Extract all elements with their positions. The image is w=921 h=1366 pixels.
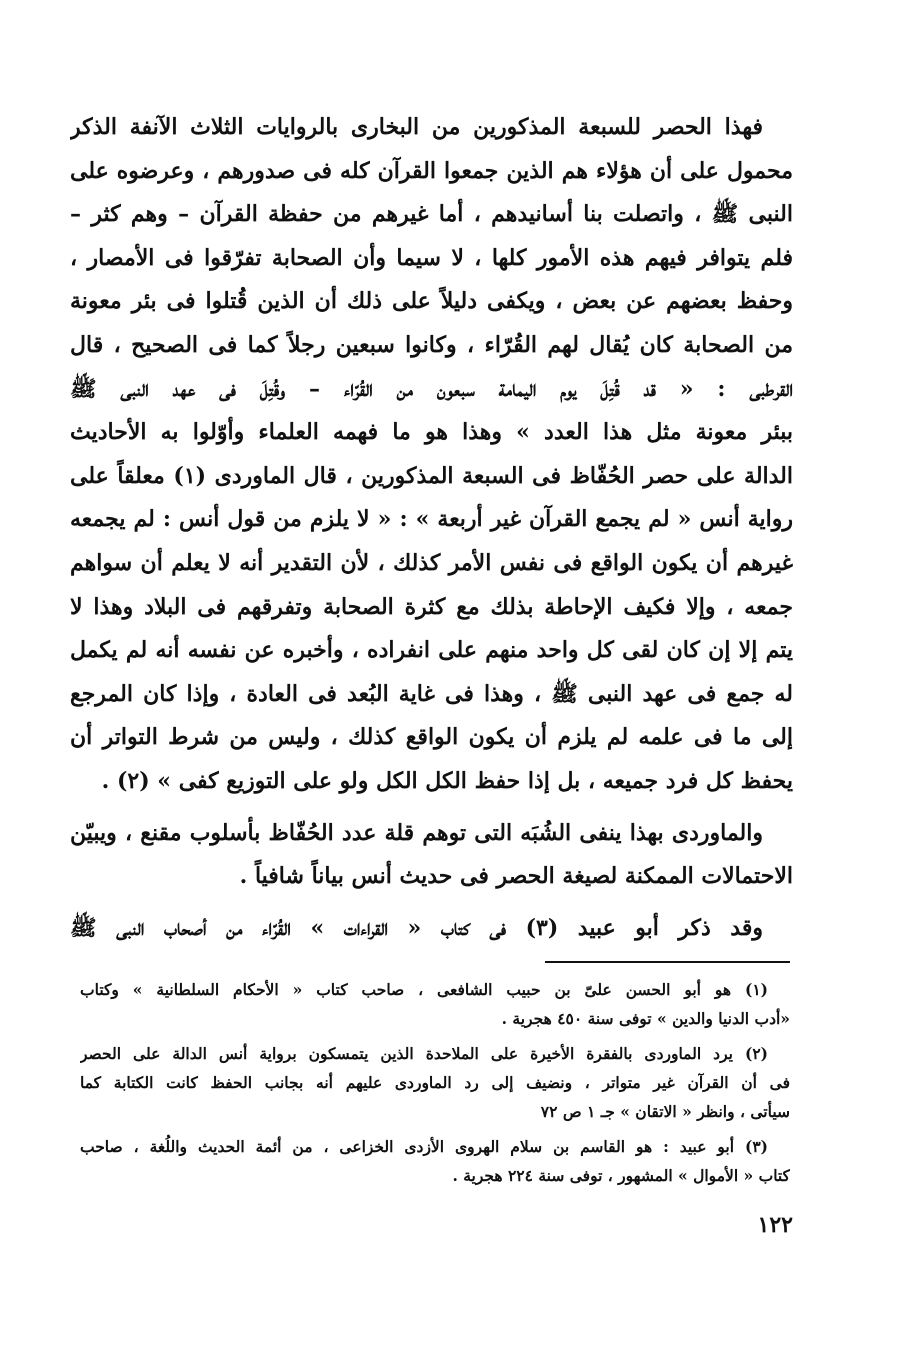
- text-line: يتم إلا إن كان لقى كل واحد منهم على انفراده ، وأخبره عن نفسه أنه لم يكمل: [70, 637, 793, 664]
- main-text: [70, 106, 793, 950]
- text-line: يحفظ كل فرد جميعه ، بل إذا حفظ الكل الكل ولو على التوزيع كفى » (٢) .: [101, 767, 793, 794]
- footnote-separator: [545, 961, 790, 963]
- paragraph-gap: [70, 804, 793, 812]
- footnote-line: (٢) يرد الماوردى بالفقرة الأخيرة على الملاحدة الذين يتمسكون برواية أنس الدالة على الحصر: [80, 1044, 768, 1063]
- text-line: ببئر معونة مثل هذا العدد » وهذا هو ما فهمه العلماء وأوّلوا به الأحاديث: [70, 419, 793, 446]
- text-line: جمعه ، وإلا فكيف الإحاطة بذلك مع كثرة الصحابة وتفرقهم فى البلاد وهذا لا: [70, 593, 793, 620]
- footnotes: [80, 975, 790, 1190]
- text-line: من الصحابة كان يُقال لهم القُرّاء ، وكانوا سبعين رجلاً كما فى الصحيح ، قال: [70, 331, 793, 358]
- footnote-line: كتاب « الأموال » المشهور ، توفى سنة ٢٢٤ هجرية .: [452, 1166, 790, 1185]
- text-line: غيرهم أن يكون الواقع فى نفس الأمر كذلك ، لأن التقدير أنه لا يعلم أن سواهم: [70, 549, 793, 576]
- text-line: والماوردى بهذا ينفى الشُبَه التى توهم قلة عدد الحُفّاظ بأسلوب مقنع ، ويبيّن: [70, 819, 763, 846]
- text-line: فلم يتوافر فيهم هذه الأمور كلها ، لا سيما وأن الصحابة تفرّقوا فى الأمصار ،: [70, 244, 793, 271]
- footnote-line: فى أن القرآن غير متواتر ، ونضيف إلى رد الماوردى عليهم أنه بجانب الحفظ كانت الكتابة كما: [80, 1073, 790, 1092]
- text-line: الدالة على حصر الحُفّاظ فى السبعة المذكورين ، قال الماوردى (١) معلقاً على: [70, 462, 793, 489]
- text-line: النبى ﷺ ، واتصلت بنا أسانيدهم ، أما غيرهم من حفظة القرآن – وهم كثر –: [70, 201, 793, 228]
- text-line: محمول على أن هؤلاء هم الذين جمعوا القرآن كله فى صدورهم ، وعرضوه على: [70, 157, 793, 184]
- footnote-line: (١) هو أبو الحسن علىّ بن حبيب الشافعى ، صاحب كتاب « الأحكام السلطانية » وكتاب: [80, 980, 768, 999]
- text-line: الاحتمالات الممكنة لصيغة الحصر فى حديث أنس بياناً شافياً .: [239, 863, 793, 890]
- text-line: فهذا الحصر للسبعة المذكورين من البخارى بالروايات الثلاث الآنفة الذكر: [70, 114, 763, 140]
- footnote-line: سيأتى ، وانظر « الاتقان » جـ ١ ص ٧٢: [540, 1102, 790, 1121]
- text-line: وقد ذكر أبو عبيد (٣) فى كتاب « القراءات » القُرّاء من أصحاب النبى ﷺ: [70, 914, 763, 941]
- text-line: وحفظ بعضهم عن بعض ، ويكفى دليلاً على ذلك أن الذين قُتلوا فى بئر معونة: [70, 288, 793, 315]
- text-line: رواية أنس « لم يجمع القرآن غير أربعة » : « لا يلزم من قول أنس : لم يجمعه: [70, 506, 793, 533]
- text-line: القرطبى : « قد قُتِلَ يوم اليمامة سبعون من القُرّاء – وقُتِلَ فى عهد النبى ﷺ: [70, 375, 793, 402]
- footnote-line: «أدب الدنيا والدين » توفى سنة ٤٥٠ هجرية .: [501, 1009, 790, 1028]
- page-number: ١٢٢: [757, 1212, 793, 1238]
- text-line: له جمع فى عهد النبى ﷺ ، وهذا فى غاية البُعد فى العادة ، وإذا كان المرجع: [70, 680, 793, 707]
- footnote-line: (٣) أبو عبيد : هو القاسم بن سلام الهروى الأزدى الخزاعى ، من أئمة الحديث واللُغة ، صاحب: [80, 1137, 768, 1156]
- paragraph-gap: [70, 899, 793, 907]
- text-line: إلى ما فى علمه لم يلزم أن يكون الواقع كذلك ، وليس من شرط التواتر أن: [70, 724, 793, 751]
